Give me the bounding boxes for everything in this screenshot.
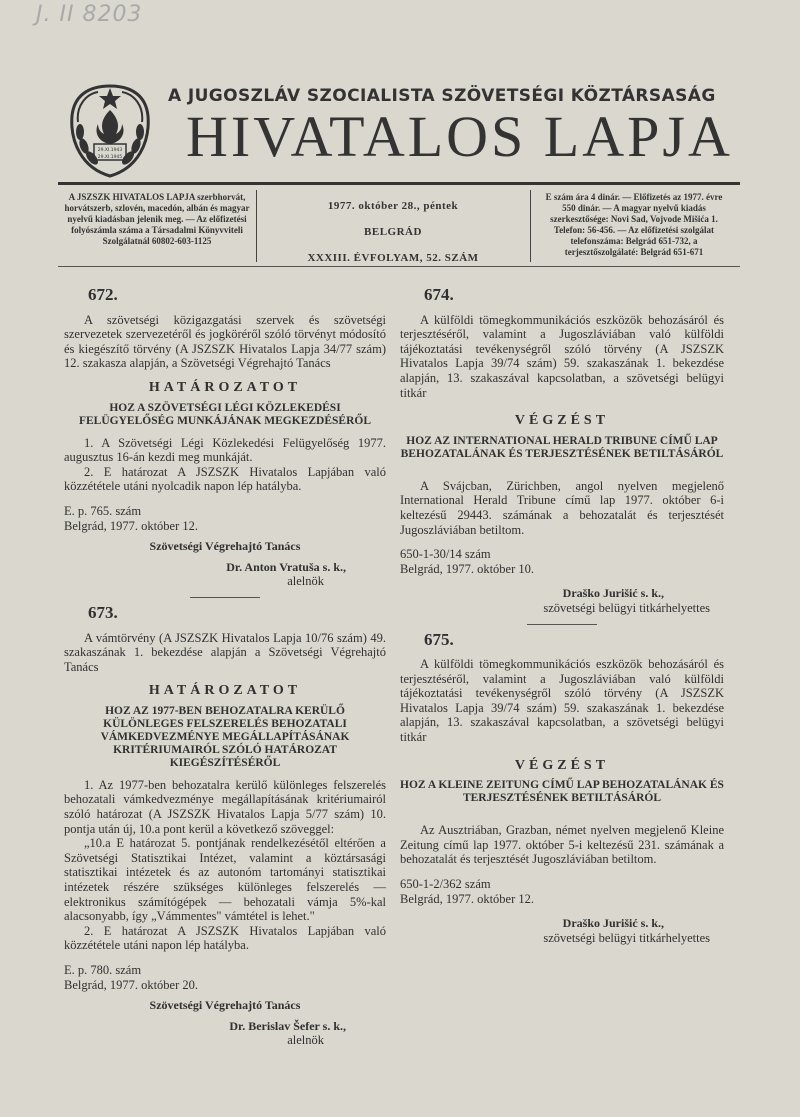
right-column: [400, 284, 724, 945]
article-674-subject: HOZ AZ INTERNATIONAL HERALD TRIBUNE CÍMŰ LAP BEHOZATALÁNAK ÉS TERJESZTÉSÉNEK BETILTÁSÁRÓL: [400, 434, 724, 460]
masthead-divider-left: [256, 190, 257, 262]
gazette-title: HIVATALOS LAPJA: [186, 104, 733, 169]
article-674-number: 674.: [424, 285, 454, 304]
archive-stamp: J. II 8203: [36, 2, 143, 27]
article-672-ref: E. p. 765. szám: [64, 503, 142, 518]
masthead-divider-right: [530, 190, 531, 262]
article-673-number: 673.: [88, 602, 118, 622]
article-674-intro: A külföldi tömegkommunikációs eszközök behozásáról és terjesztéséről, valamint a Jugoszláviában való külföldi tájékoztatási tevékenységről szóló törvény (A JSZSZK Hivatalos Lapja 39/74 szám) 59. szakaszának 1. bekezdése alapján, 13. szakaszával kapcsolatban, a szövetségi belügyi titkár: [400, 312, 724, 400]
article-674-place-date: Belgrád, 1977. október 10.: [400, 561, 535, 576]
article-672-type: HATÁROZATOT: [148, 379, 302, 395]
article-673-place-date: Belgrád, 1977. október 20.: [64, 977, 199, 992]
issue-date: 1977. október 28., péntek: [327, 200, 459, 212]
separator: [527, 624, 597, 625]
article-673-point-1a: „10.a E határozat 5. pontjának rendelkezésétől eltérően a Szövetségi Statisztikai Intézet, valamint a köztársasági statisztikai intézetek és az autonóm tartományi statisztikai intézetek részére szükséges különleges felszerelés — elektronikus számítógépek — behozatali vámja 5%-kal alacsonyabb, így „Vámmentes" vámtétel is lehet.": [64, 836, 386, 924]
article-675-ref: 650-1-2/362 szám: [400, 877, 491, 892]
article-672-intro: A szövetségi közigazgatási szervek és szövetségi szervezetek szervezetéről és jogköréről szóló törvényt módosító és kiegészítő törvény (A JSZSZK Hivatalos Lapja 34/77 szám) 12. szakasza alapján, a Szövetségi Végrehajtó Tanács: [64, 312, 386, 371]
republic-name: A JUGOSZLÁV SZOCIALISTA SZÖVETSÉGI KÖZTÁRSASÁG: [168, 86, 716, 106]
article-673-role: alelnök: [287, 1033, 324, 1048]
article-672-point-1: 1. A Szövetségi Légi Közlekedési Felügyelőség 1977. augusztus 16-án kezdi meg munkáját.: [64, 435, 386, 465]
article-674-role: szövetségi belügyi titkárhelyettes: [543, 600, 710, 615]
article-674-text: A Svájcban, Zürichben, angol nyelven megjelenő International Herald Tribune című lap 1977. október 6-i keltezésű 29443. számának a behozatalát és terjesztését Jugoszláviában betiltom.: [400, 478, 724, 537]
masthead-price-info: E szám ára 4 dinár. — Előfizetés az 1977. évre 550 dinár. — A magyar nyelvű kiadás szerkesztősége: Novi Sad, Vojvode Mišića 1. Telefon: 56-456. — Az előfizetési szolgálat telefonszáma: Belgrád 651-732, a terjesztőszolgálaté: Belgrád 651-671: [545, 192, 723, 257]
article-675-place-date: Belgrád, 1977. október 12.: [400, 891, 535, 906]
article-673-subject: HOZ AZ 1977-BEN BEHOZATALRA KERÜLŐ KÜLÖNLEGES FELSZERELÉS BEHOZATALI VÁMKEDVEZMÉNYE MEGÁLLAPÍTÁSÁNAK KRITÉRIUMAIRÓL SZÓLÓ HATÁROZAT KIEGÉSZÍTÉSÉRŐL: [100, 704, 350, 769]
article-675-role: szövetségi belügyi titkárhelyettes: [543, 930, 710, 945]
article-673-signer: Dr. Berislav Šefer s. k.,: [229, 1018, 346, 1033]
masthead-publication-info: A JSZSZK HIVATALOS LAPJA szerbhorvát, horvátszerb, szlovén, macedón, albán és magyar nyelvű kiadásban jelenik meg. — Az előfizetési folyószámla száma a Társadalmi Könyvviteli Szolgálatnál 60802-603-1125: [64, 192, 250, 246]
article-672-role: alelnök: [287, 574, 324, 589]
article-673-point-1: 1. Az 1977-ben behozatalra kerülő különleges felszerelés behozatali vámkedvezménye megállapításának kritériumairól szóló határozat (A JSZSZK Hivatalos Lapja 5/77 szám) 10. pontja után új, 10.a pont kerül a következő szöveggel:: [64, 777, 386, 836]
masthead-rule: [58, 266, 740, 267]
article-672-subject: HOZ A SZÖVETSÉGI LÉGI KÖZLEKEDÉSI FELÜGYELŐSÉG MUNKÁJÁNAK MEGKEZDÉSÉRŐL: [78, 401, 371, 427]
article-675-number: 675.: [424, 629, 454, 649]
article-673-ref: E. p. 780. szám: [64, 963, 142, 977]
emblem-date-2: 29.XI.1945: [97, 155, 123, 160]
issue-city: BELGRÁD: [364, 226, 422, 238]
article-674-signer: Draško Jurišić s. k.,: [562, 586, 664, 601]
article-673-intro: A vámtörvény (A JSZSZK Hivatalos Lapja 10/76 szám) 49. szakaszának 1. bekezdése alapján a Szövetségi Végrehajtó Tanács: [64, 630, 386, 674]
article-675-type: VÉGZÉST: [514, 757, 610, 773]
article-675-signer: Draško Jurišić s. k.,: [562, 916, 664, 931]
article-672-place-date: Belgrád, 1977. október 12.: [64, 518, 199, 533]
article-675-subject: HOZ A KLEINE ZEITUNG CÍMŰ LAP BEHOZATALÁNAK ÉS TERJESZTÉSÉNEK BETILTÁSÁRÓL: [400, 779, 724, 805]
separator: [190, 597, 260, 598]
article-675-intro: A külföldi tömegkommunikációs eszközök behozásáról és terjesztéséről, valamint a Jugoszláviában való külföldi tájékoztatási tevékenységről szóló törvény (A JSZSZK Hivatalos Lapja 39/74 szám) 59. szakaszának 1. bekezdése alapján, 13. szakaszával kapcsolatban, a szövetségi belügyi titkár: [400, 657, 724, 745]
article-672-point-2: 2. E határozat A JSZSZK Hivatalos Lapjában való közzététele utáni nyolcadik napon lép hatályba.: [64, 464, 386, 494]
header-rule: [58, 182, 740, 185]
issue-volume: XXXIII. ÉVFOLYAM, 52. SZÁM: [307, 252, 479, 264]
article-675-text: Az Ausztriában, Grazban, német nyelven megjelenő Kleine Zeitung című lap 1977. október 5-i keltezésű 231. számának a behozatalát és terjesztését Jugoszláviában betiltom.: [400, 823, 724, 867]
state-emblem: [64, 82, 156, 178]
article-672-signer: Dr. Anton Vratuša s. k.,: [226, 559, 346, 574]
emblem-date-1: 29.XI.1943: [97, 148, 123, 153]
article-672-number: 672.: [88, 285, 118, 304]
article-674-ref: 650-1-30/14 szám: [400, 547, 491, 562]
article-673-type: HATÁROZATOT: [148, 683, 302, 699]
article-672-issuer: Szövetségi Végrehajtó Tanács: [149, 539, 301, 554]
article-674-type: VÉGZÉST: [514, 413, 610, 429]
article-673-issuer: Szövetségi Végrehajtó Tanács: [149, 998, 301, 1013]
left-column: [64, 284, 386, 1048]
article-673-point-2: 2. E határozat A JSZSZK Hivatalos Lapjában való közzététele utáni napon lép hatályba.: [64, 923, 386, 953]
